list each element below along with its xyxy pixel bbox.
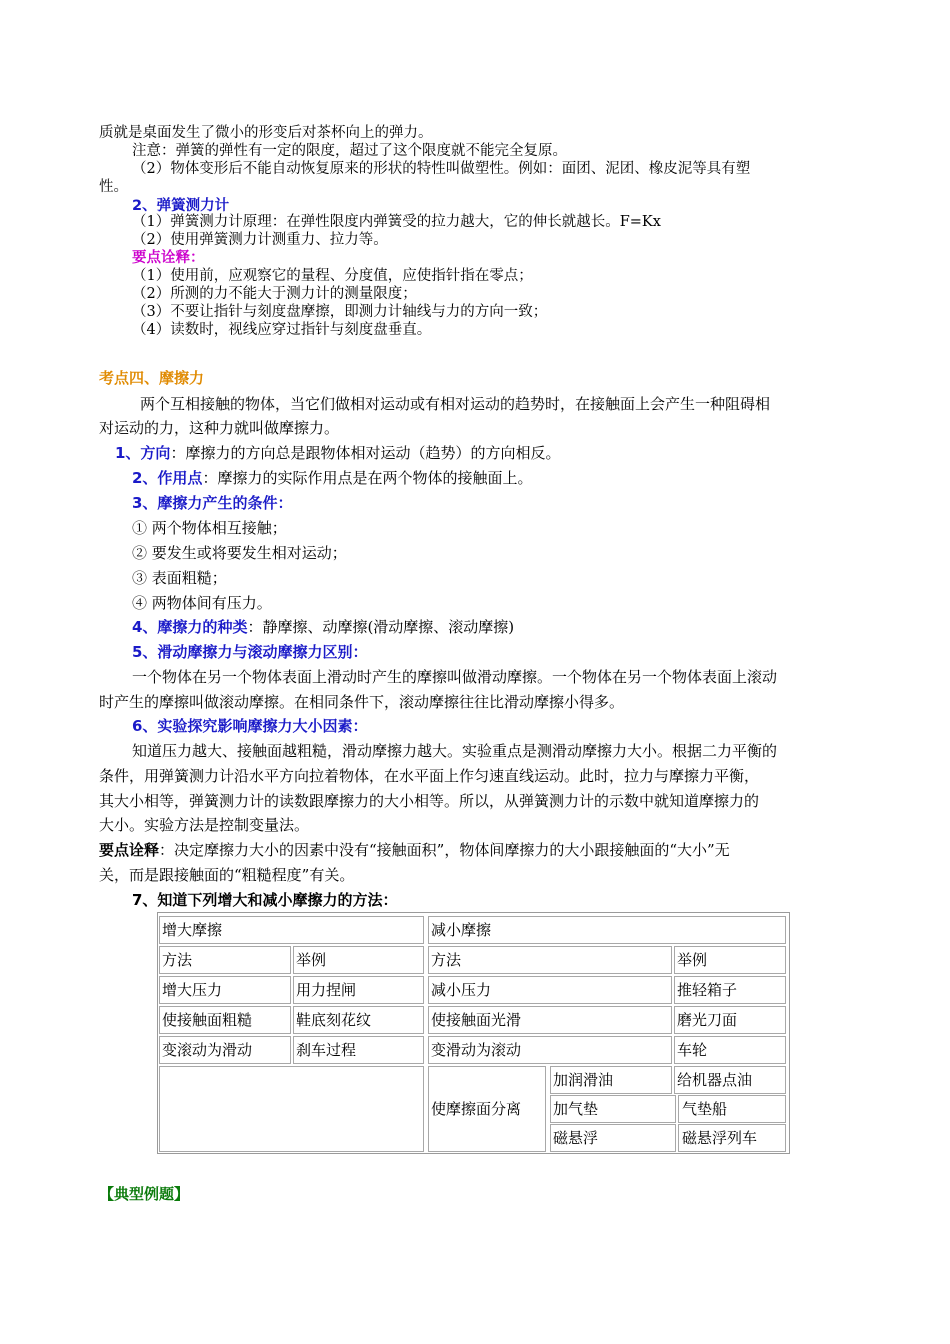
friction-definition-2: 对运动的力，这种力就叫做摩擦力。 <box>99 419 340 437</box>
spring-limit-note: 注意：弹簧的弹性有一定的限度，超过了这个限度就不能完全复原。 <box>132 143 567 159</box>
table-cell: 刹车过程 <box>293 1036 424 1064</box>
table-cell: 磁悬浮 <box>550 1124 676 1152</box>
kinds-text: ：静摩擦、动摩擦(滑动摩擦、滚动摩擦) <box>247 618 515 636</box>
table-cell-separate: 使摩擦面分离 <box>428 1066 546 1152</box>
key-note-2: 关，而是跟接触面的“粗糙程度”有关。 <box>99 866 355 884</box>
spring-scale-principle: （1）弹簧测力计原理：在弹性限度内弹簧受的拉力越大，它的伸长就越长。F=Kx <box>132 214 661 230</box>
table-cell: 加气垫 <box>550 1095 676 1123</box>
sliding-rolling-heading: 5、滑动摩擦力与滚动摩擦力区别： <box>132 643 368 661</box>
condition-1: ① 两个物体相互接触； <box>132 519 287 537</box>
key-point-3: （3）不要让指针与刻度盘摩擦，即测力计轴线与力的方向一致； <box>132 304 548 320</box>
experiment-text-4: 大小。实验方法是控制变量法。 <box>99 816 310 834</box>
action-point-label: 2、作用点 <box>132 469 203 487</box>
table-cell: 车轮 <box>674 1036 786 1064</box>
spring-scale-heading: 2、弹簧测力计 <box>132 198 230 214</box>
friction-kinds <box>132 617 514 637</box>
experiment-heading: 6、实验探究影响摩擦力大小因素： <box>132 717 368 735</box>
table-header-decrease: 减小摩擦 <box>428 916 786 944</box>
friction-definition-1: 两个互相接触的物体，当它们做相对运动或有相对运动的趋势时，在接触面上会产生一种阻碍相 <box>140 395 771 413</box>
experiment-text-2: 条件，用弹簧测力计沿水平方向拉着物体，在水平面上作匀速直线运动。此时，拉力与摩擦力平衡， <box>99 767 760 785</box>
table-header-increase: 增大摩擦 <box>159 916 424 944</box>
table-cell: 磨光刀面 <box>674 1006 786 1034</box>
condition-4: ④ 两物体间有压力。 <box>132 594 272 612</box>
condition-2: ② 要发生或将要发生相对运动； <box>132 544 347 562</box>
table-cell: 用力捏闸 <box>293 976 424 1004</box>
table-cell: 气垫船 <box>678 1095 786 1123</box>
plasticity-line-1: （2）物体变形后不能自动恢复原来的形状的特性叫做塑性。例如：面团、泥团、橡皮泥等具有塑 <box>132 161 751 177</box>
direction-text: ：摩擦力的方向总是跟物体相对运动（趋势）的方向相反。 <box>170 444 561 462</box>
table-cell: 磁悬浮列车 <box>678 1124 786 1152</box>
conditions-heading: 3、摩擦力产生的条件： <box>132 494 293 512</box>
condition-3: ③ 表面粗糙； <box>132 569 227 587</box>
methods-heading: 7、知道下列增大和减小摩擦力的方法： <box>132 891 398 909</box>
table-subheader-method: 方法 <box>428 946 672 974</box>
table-cell: 变滑动为滚动 <box>428 1036 672 1064</box>
intro-line: 质就是桌面发生了微小的形变后对茶杯向上的弹力。 <box>99 125 433 141</box>
table-cell: 鞋底刻花纹 <box>293 1006 424 1034</box>
table-empty-cell <box>159 1066 424 1152</box>
friction-section-heading: 考点四、摩擦力 <box>99 369 205 387</box>
table-cell: 使接触面光滑 <box>428 1006 672 1034</box>
key-note-1 <box>99 840 730 860</box>
key-note-label: 要点诠释 <box>99 841 160 859</box>
experiment-text-1: 知道压力越大、接触面越粗糙，滑动摩擦力越大。实验重点是测滑动摩擦力大小。根据二力平衡的 <box>132 742 778 760</box>
typical-examples-heading: 【典型例题】 <box>99 1185 190 1203</box>
table-subheader-example: 举例 <box>674 946 786 974</box>
key-points-heading: 要点诠释： <box>132 250 205 266</box>
sliding-rolling-text-1: 一个物体在另一个物体表面上滑动时产生的摩擦叫做滑动摩擦。一个物体在另一个物体表面上滚动 <box>132 668 778 686</box>
table-cell: 变滚动为滑动 <box>159 1036 291 1064</box>
table-subheader-example: 举例 <box>293 946 424 974</box>
spring-scale-usage: （2）使用弹簧测力计测重力、拉力等。 <box>132 232 388 248</box>
table-cell: 增大压力 <box>159 976 291 1004</box>
action-point-text: ：摩擦力的实际作用点是在两个物体的接触面上。 <box>202 469 533 487</box>
table-cell: 给机器点油 <box>674 1066 786 1094</box>
key-point-1: （1）使用前，应观察它的量程、分度值，应使指针指在零点； <box>132 268 533 284</box>
direction-label: 1、方向 <box>115 444 171 462</box>
plasticity-line-2: 性。 <box>99 179 128 195</box>
table-cell: 推轻箱子 <box>674 976 786 1004</box>
key-point-4: （4）读数时，视线应穿过指针与刻度盘垂直。 <box>132 322 432 338</box>
friction-direction <box>115 443 560 463</box>
kinds-label: 4、摩擦力的种类 <box>132 618 248 636</box>
sliding-rolling-text-2: 时产生的摩擦叫做滚动摩擦。在相同条件下，滚动摩擦往往比滑动摩擦小得多。 <box>99 693 625 711</box>
key-note-text: ：决定摩擦力大小的因素中没有“接触面积”，物体间摩擦力的大小跟接触面的“大小”无 <box>159 841 730 859</box>
table-cell: 加润滑油 <box>550 1066 672 1094</box>
table-subheader-method: 方法 <box>159 946 291 974</box>
experiment-text-3: 其大小相等，弹簧测力计的读数跟摩擦力的大小相等。所以，从弹簧测力计的示数中就知道摩擦力的 <box>99 792 760 810</box>
key-point-2: （2）所测的力不能大于测力计的测量限度； <box>132 286 417 302</box>
table-cell: 使接触面粗糙 <box>159 1006 291 1034</box>
table-cell: 减小压力 <box>428 976 672 1004</box>
friction-action-point <box>132 468 532 488</box>
